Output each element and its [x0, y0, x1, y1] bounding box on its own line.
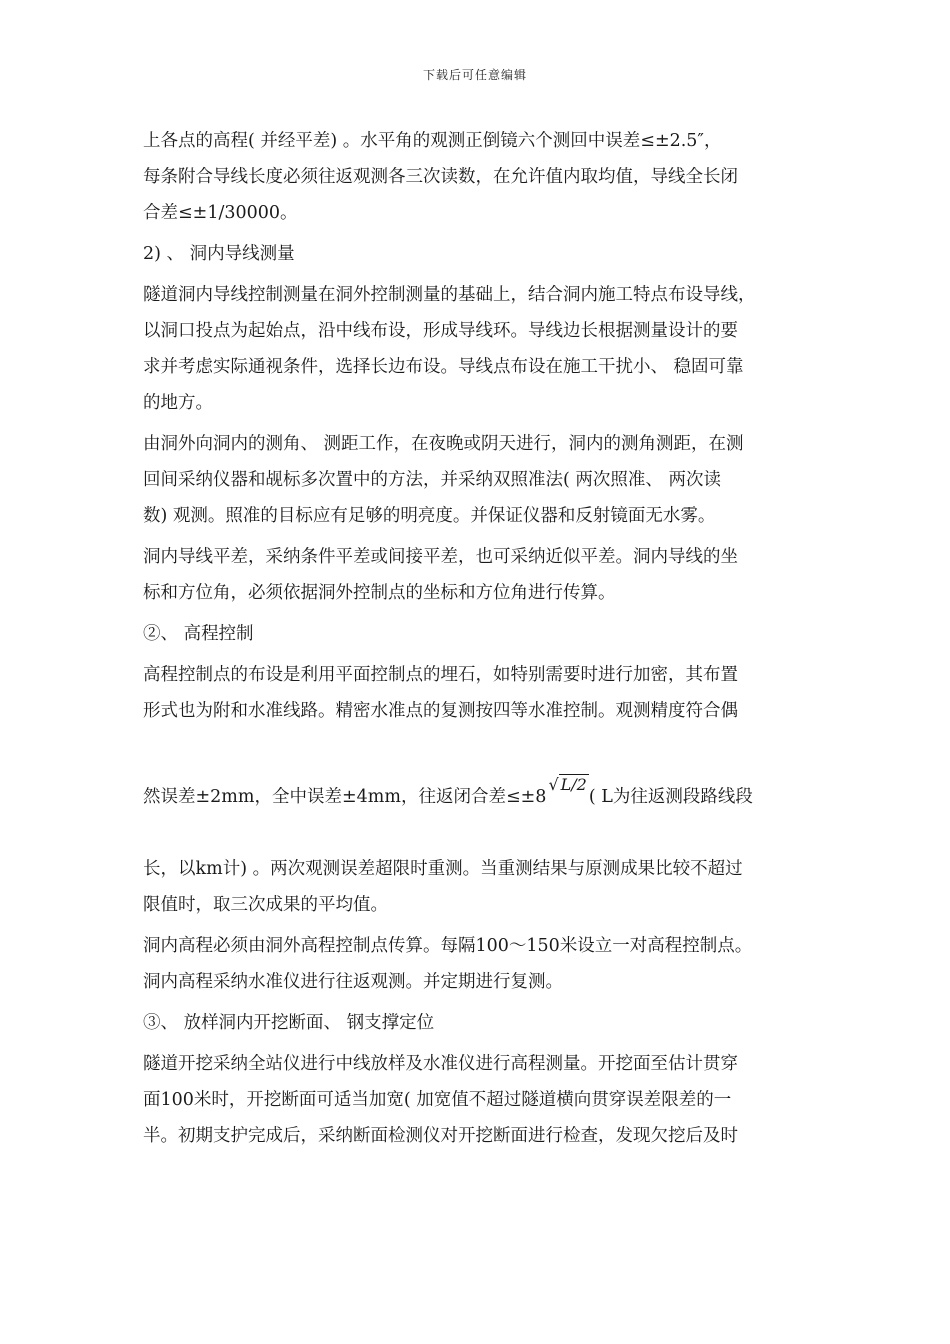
square-root-formula: [546, 767, 588, 803]
text-line: 洞内高程必须由洞外高程控制点传算。每隔100～150米设立一对高程控制点。: [143, 936, 753, 956]
formula-line: [143, 775, 808, 815]
text-line: 以洞口投点为起始点，沿中线布设，形成导线环。导线边长根据测量设计的要: [143, 321, 738, 341]
text-line: 求并考虑实际通视条件，选择长边布设。导线点布设在施工干扰小、 稳固可靠: [143, 357, 744, 377]
section-heading: [143, 236, 808, 272]
paragraph: [143, 426, 808, 534]
section-heading: [143, 616, 808, 652]
text-line: 洞内导线平差，采纳条件平差或间接平差，也可采纳近似平差。洞内导线的坐: [143, 547, 738, 567]
text-line: 隧道开挖采纳全站仪进行中线放样及水准仪进行高程测量。开挖面至估计贯穿: [143, 1054, 738, 1074]
formula-paragraph: [143, 775, 808, 815]
text-line: 数) 观测。照准的目标应有足够的明亮度。并保证仪器和反射镜面无水雾。: [143, 506, 716, 526]
text-line: 2) 、 洞内导线测量: [143, 244, 295, 264]
paragraph: [143, 657, 808, 729]
text-line: ③、 放样洞内开挖断面、 钢支撑定位: [143, 1013, 435, 1033]
paragraph: [143, 539, 808, 611]
paragraph: [143, 1046, 808, 1154]
text-line: 由洞外向洞内的测角、 测距工作，在夜晚或阴天进行，洞内的测角测距，在测: [143, 434, 744, 454]
radicand: L/2: [560, 775, 587, 794]
text-line: 洞内高程采纳水准仪进行往返观测。并定期进行复测。: [143, 972, 563, 992]
section-heading: [143, 1005, 808, 1041]
document-body: [143, 123, 808, 1154]
paragraph: [143, 851, 808, 923]
formula-text-before: 然误差±2mm，全中误差±4mm，往返闭合差≤±8: [143, 787, 547, 807]
text-line: ②、 高程控制: [143, 624, 254, 644]
text-line: 隧道洞内导线控制测量在洞外控制测量的基础上，结合洞内施工特点布设导线，: [143, 285, 756, 305]
text-line: 形式也为附和水准线路。精密水准点的复测按四等水准控制。观测精度符合偶: [143, 701, 738, 721]
text-line: 高程控制点的布设是利用平面控制点的埋石，如特别需要时进行加密，其布置: [143, 665, 738, 685]
paragraph: [143, 277, 808, 421]
paragraph: [143, 928, 808, 1000]
text-line: 上各点的高程( 并经平差) 。水平角的观测正倒镜六个测回中误差≤±2.5″，: [143, 131, 722, 151]
text-line: 合差≤±1/30000。: [143, 203, 298, 223]
text-line: 面100米时，开挖断面可适当加宽( 加宽值不超过隧道横向贯穿误差限差的一: [143, 1090, 732, 1110]
text-line: 每条附合导线长度必须往返观测各三次读数，在允许值内取均值，导线全长闭: [143, 167, 738, 187]
text-line: 半。初期支护完成后，采纳断面检测仪对开挖断面进行检查，发现欠挖后及时: [143, 1126, 738, 1146]
text-line: 标和方位角，必须依据洞外控制点的坐标和方位角进行传算。: [143, 583, 616, 603]
text-line: 长，以km计) 。两次观测误差超限时重测。当重测结果与原测成果比较不超过: [143, 859, 743, 879]
radical-sign: √: [548, 775, 559, 794]
formula-text-after: ( L为往返测段路线段: [588, 787, 753, 807]
page-header: 下载后可任意编辑: [422, 68, 527, 82]
text-line: 回间采纳仪器和觇标多次置中的方法，并采纳双照准法( 两次照准、 两次读: [143, 470, 721, 490]
text-line: 的地方。: [143, 393, 213, 413]
text-line: 限值时，取三次成果的平均值。: [143, 895, 388, 915]
paragraph: [143, 123, 808, 231]
